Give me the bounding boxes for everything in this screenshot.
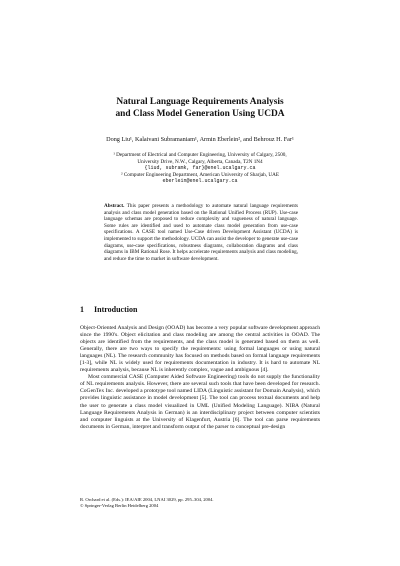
title-line-1: Natural Language Requirements Analysis: [116, 97, 284, 107]
page-footer: [80, 497, 320, 509]
affiliation-1-line-2: University Drive, N.W., Calgary, Alberta, Canada, T2N 1N4: [137, 158, 263, 165]
paragraph-1: Object-Oriented Analysis and Design (OOAD) has become a very popular software development approach since the 1990's. Object elicitation and class modeling are among the central activities in OOAD. The objects are identified from the requirements, and the class model is generated based on them as well. Generally, there are two ways to specify the requirements: using formal languages or using natural languages (NL). The research community has focused on methods based on formal language requirements [1-3], while NL is widely used for requirements documentation in industry. It is hard to automate NL requirements analysis, because NL is inherently complex, vague and ambiguous [4].: [80, 325, 320, 374]
title-line-2: and Class Model Generation Using UCDA: [115, 109, 285, 119]
affiliation-1-line-1: ¹ Department of Electrical and Computer Engineering, University of Calgary, 2500,: [113, 152, 287, 158]
affiliation-2-email: eberlein@enel.ucalgary.ca: [162, 178, 238, 185]
affiliations: [70, 152, 330, 185]
footer-copyright: © Springer-Verlag Berlin Heidelberg 2004: [80, 503, 159, 508]
abstract-text: This paper presents a methodology to automate natural language requirements analysis and class model generation based on the Rational Unified Process (RUP). Use-case language schemas are proposed to reduce complexity and vagueness of natural language. Some rules are identified and used to automate class model generation from use-case specifications. A CASE tool named Use-Case driven Development Assistant (UCDA) is implemented to support the methodology. UCDA can assist the developer to generate use-case diagrams, use-case specifications, robustness diagrams, collaboration diagrams and class diagrams in IBM Rational Rose. It helps accelerate requirements analysis and class modeling, and reduce the time to market in software development.: [104, 203, 298, 262]
paper-title: [60, 96, 340, 120]
abstract-label: Abstract.: [104, 203, 125, 209]
author-list: Dong Liu¹, Kalaivani Subramaniam¹, Armin Eberlein², and Behrouz H. Far¹: [106, 136, 294, 143]
body-text: [80, 325, 320, 431]
affiliation-2-line-1: ² Computer Engineering Department, American University of Sharjah, UAE: [120, 171, 279, 178]
section-heading: [80, 305, 320, 315]
section-number: 1: [80, 305, 84, 314]
affiliation-1-emails: {liud, subramk, far}@enel.ucalgary.ca: [144, 165, 256, 172]
section-title: Introduction: [94, 305, 138, 314]
paragraph-2: Most commercial CASE (Computer Aided Software Engineering) tools do not supply the functionality of NL requirements analysis. However, there are several such tools that have been developed for research. CoGenTex Inc. developed a prototype tool named LIDA (Linguistic assistant for Domain Analysis), which provides linguistic assistance in model development [5]. The tool can process textual documents and help the user to generate a class model visualized in UML (Unified Modeling Language). NIBA (Natural Language Requirements Analysis in German) is an interdisciplinary project between computer scientists and computer linguists at the University of Klagenfurt, Austria [6]. The tool can parse requirements documents in German, interpret and transform output of the parser to conceptual pre-design: [80, 374, 320, 430]
footer-citation: R. Orchard et al. (Eds.): IEA/AIE 2004, LNAI 3029, pp. 295–304, 2004.: [80, 497, 214, 502]
abstract: [104, 203, 298, 262]
